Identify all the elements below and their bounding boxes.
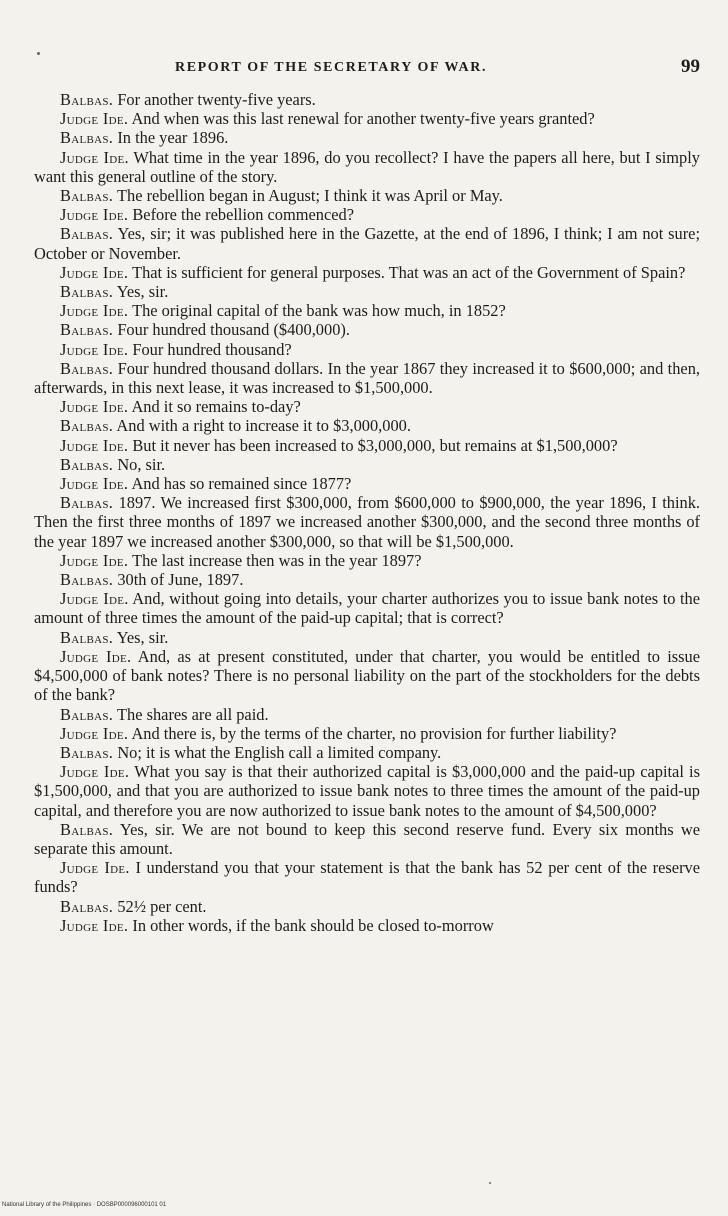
speaker-name: Judge Ide. <box>60 646 132 666</box>
speaker-name: Balbas. <box>60 90 114 109</box>
transcript-paragraph <box>34 551 700 570</box>
transcript-paragraph <box>34 224 700 262</box>
speech-text: And, as at present constituted, under that charter, you would be entitled to issue $4,500,000 of bank notes? There is no personal liability on the part of the stockholders for the debts of the bank? <box>34 646 700 705</box>
speaker-name: Judge Ide. <box>60 205 129 225</box>
speaker-name: Judge Ide. <box>60 147 129 167</box>
speech-text: That is sufficient for general purposes. That was an act of the Government of Spain? <box>132 262 686 282</box>
speech-text: And it so remains to-day? <box>131 397 301 417</box>
transcript-paragraph <box>34 762 700 820</box>
speech-text: 52½ per cent. <box>117 896 207 916</box>
speaker-name: Balbas. <box>60 454 114 474</box>
speech-text: But it never has been increased to $3,000,000, but remains at $1,500,000? <box>132 435 618 455</box>
speaker-name: Judge Ide. <box>60 474 129 494</box>
speaker-name: Balbas. <box>60 704 114 724</box>
transcript-paragraph <box>34 90 700 109</box>
transcript-body <box>34 90 700 935</box>
speech-text: Four hundred thousand? <box>132 339 292 359</box>
transcript-paragraph <box>34 109 700 128</box>
speech-text: And, without going into details, your charter authorizes you to issue bank notes to the amount of three times the amount of the paid-up capital; that is correct? <box>34 589 700 628</box>
transcript-paragraph <box>34 916 700 935</box>
speech-text: I understand you that your statement is that the bank has 52 per cent of the reserve funds? <box>34 858 700 897</box>
speech-text: Four hundred thousand ($400,000). <box>117 320 350 340</box>
transcript-paragraph <box>34 320 700 339</box>
speech-text: No, sir. <box>117 454 166 474</box>
speech-text: 1897. We increased first $300,000, from $600,000 to $900,000, the year 1896, I think. Then the first three months of 1897 we increased another $300,000, and the second three months of the year 1897 we increased another $300,000, so that will be $1,500,000. <box>34 493 700 551</box>
speech-text: And with a right to increase it to $3,000,000. <box>116 416 411 436</box>
speaker-name: Judge Ide. <box>60 915 129 935</box>
transcript-paragraph <box>34 705 700 724</box>
speech-text: Before the rebellion commenced? <box>132 205 354 225</box>
transcript-paragraph <box>34 897 700 916</box>
transcript-paragraph <box>34 570 700 589</box>
transcript-paragraph <box>34 186 700 205</box>
speech-text: Yes, sir. We are not bound to keep this second reserve fund. Every six months we separate this amount. <box>34 819 700 858</box>
speaker-name: Judge Ide. <box>60 858 130 878</box>
speaker-name: Judge Ide. <box>60 397 129 417</box>
speech-text: And there is, by the terms of the charter, no provision for further liability? <box>131 723 617 743</box>
transcript-paragraph <box>34 474 700 493</box>
speaker-name: Judge Ide. <box>60 723 129 743</box>
transcript-paragraph <box>34 148 700 186</box>
speaker-name: Balbas. <box>60 742 114 762</box>
speaker-name: Judge Ide. <box>60 301 129 321</box>
speech-text: The shares are all paid. <box>117 704 269 724</box>
speech-text: Yes, sir. <box>116 627 169 647</box>
transcript-paragraph <box>34 820 700 858</box>
speech-text: The original capital of the bank was how much, in 1852? <box>132 301 506 321</box>
transcript-paragraph <box>34 340 700 359</box>
transcript-paragraph <box>34 743 700 762</box>
scan-footer: National Library of the Philippines · DOSBP000096000101 01 <box>2 1202 167 1208</box>
speaker-name: Balbas. <box>60 224 114 244</box>
speech-text: What time in the year 1896, do you recollect? I have the papers all here, but I simply want this general outline of the story. <box>34 147 700 186</box>
speaker-name: Balbas. <box>60 493 114 513</box>
speech-text: The rebellion began in August; I think it was April or May. <box>117 186 503 206</box>
page-number: 99 <box>681 56 700 77</box>
transcript-paragraph <box>34 647 700 705</box>
transcript-paragraph <box>34 455 700 474</box>
speaker-name: Balbas. <box>60 128 114 148</box>
speech-text: The last increase then was in the year 1897? <box>132 550 422 570</box>
speech-text: In the year 1896. <box>117 128 229 148</box>
speech-text: For another twenty-five years. <box>117 90 316 109</box>
speech-text: In other words, if the bank should be closed to-morrow <box>132 915 494 935</box>
speech-text: What you say is that their authorized capital is $3,000,000 and the paid-up capital is $1,500,000, and that you are authorized to issue bank notes to three times the amount of the paid-up capital, and therefore you are now authorized to issue bank notes to the amount of $4,500,000? <box>34 762 700 820</box>
speech-text: And has so remained since 1877? <box>131 474 352 494</box>
speech-text: No; it is what the English call a limited company. <box>117 742 442 762</box>
transcript-paragraph <box>34 628 700 647</box>
speech-text: Four hundred thousand dollars. In the year 1867 they increased it to $600,000; and then, afterwards, in this next lease, it was increased to $1,500,000. <box>34 358 700 398</box>
transcript-paragraph <box>34 493 700 551</box>
speaker-name: Judge Ide. <box>60 435 129 455</box>
speaker-name: Balbas. <box>60 819 114 839</box>
transcript-paragraph <box>34 282 700 301</box>
speaker-name: Judge Ide. <box>60 109 129 129</box>
speaker-name: Balbas. <box>60 570 114 590</box>
transcript-paragraph <box>34 205 700 224</box>
transcript-paragraph <box>34 858 700 896</box>
ink-speck <box>489 1182 491 1184</box>
transcript-paragraph <box>34 724 700 743</box>
speaker-name: Judge Ide. <box>60 339 129 359</box>
transcript-paragraph <box>34 397 700 416</box>
running-title: REPORT OF THE SECRETARY OF WAR. <box>175 60 488 75</box>
speech-text: And when was this last renewal for another twenty-five years granted? <box>131 109 595 129</box>
speech-text: 30th of June, 1897. <box>117 570 244 590</box>
page-header <box>60 58 700 82</box>
speaker-name: Judge Ide. <box>60 589 129 609</box>
speaker-name: Balbas. <box>60 186 114 206</box>
transcript-paragraph <box>34 436 700 455</box>
transcript-paragraph <box>34 589 700 627</box>
speaker-name: Balbas. <box>60 282 114 302</box>
speaker-name: Balbas. <box>60 358 114 378</box>
transcript-paragraph <box>34 301 700 320</box>
speaker-name: Judge Ide. <box>60 762 130 782</box>
transcript-paragraph <box>34 263 700 282</box>
speaker-name: Balbas. <box>60 416 114 436</box>
speech-text: Yes, sir. <box>116 282 169 302</box>
ink-speck <box>37 52 40 55</box>
speaker-name: Judge Ide. <box>60 262 129 282</box>
transcript-paragraph <box>34 416 700 435</box>
speaker-name: Balbas. <box>60 320 114 340</box>
speech-text: Yes, sir; it was published here in the Gazette, at the end of 1896, I think; I am not sure; October or November. <box>34 224 700 263</box>
transcript-paragraph <box>34 359 700 397</box>
speaker-name: Balbas. <box>60 627 114 647</box>
speaker-name: Judge Ide. <box>60 550 129 570</box>
transcript-paragraph <box>34 128 700 147</box>
speaker-name: Balbas. <box>60 896 114 916</box>
